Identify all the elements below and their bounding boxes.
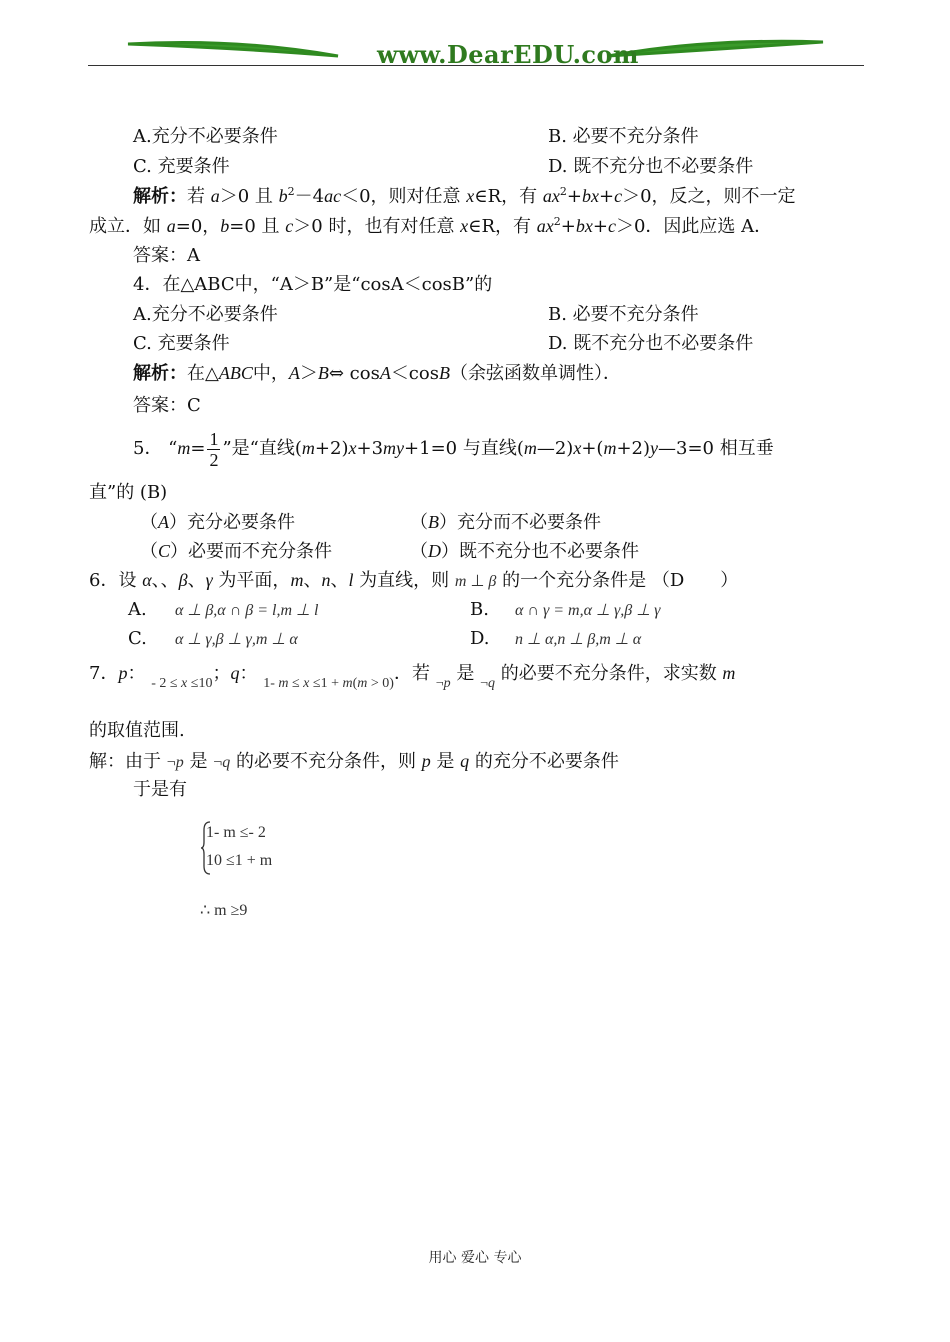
q6-option-d: n ⊥ α,n ⊥ β,m ⊥ α: [515, 631, 642, 648]
q5-option-d: （D）既不充分也不必要条件: [410, 541, 639, 562]
q4-answer: 答案：C: [133, 395, 201, 416]
q4-option-c: C. 充要条件: [133, 333, 230, 354]
header-banner: [88, 30, 864, 70]
q3-option-d: D. 既不充分也不必要条件: [548, 156, 754, 177]
q6-option-a: α ⊥ β,α ∩ β = l,m ⊥ l: [175, 602, 319, 619]
q7-stem-line2: 的取值范围.: [89, 720, 185, 741]
q7-solution-then: 于是有: [133, 779, 187, 800]
q6-option-b-label: B.: [470, 599, 489, 620]
q3-analysis-line1: 解析：若 a＞0 且 $b^2-4ac<0$，则对任意 x∈R，有 $ax^2+bx+c>0$，反之，则不一定: [133, 185, 796, 207]
q4-option-d: D. 既不充分也不必要条件: [548, 333, 754, 354]
q3-option-b: B. 必要不充分条件: [548, 126, 699, 147]
q7-stem-line1: 7．p： $_{- 2 \le x \le 10}$；q： $_{1- m \le x \le 1 + m(m > 0)}$．若 $_{\neg p}$ 是 $_{\neg q}$ 的必要不充分条件，求实数 m: [89, 663, 736, 691]
q7-system-eq2: 10 ≤1 + m: [206, 852, 273, 869]
fraction-one-half: $\frac{1}{2}$: [209, 428, 219, 470]
q5-option-c: （C）必要而不充分条件: [140, 541, 333, 562]
q3-answer: 答案：A: [133, 245, 200, 266]
q7-system-eq1: 1- m ≤- 2: [206, 824, 266, 841]
q5-option-a: （A）充分必要条件: [140, 512, 295, 533]
q5-stem-line1: 5． “m= $\frac{1}{2}$ ”是“直线(m+2)x+3my+1=0 与直线(m—2)x+(m+2)y—3=0 相互垂: [133, 428, 774, 470]
q6-option-d-label: D.: [470, 628, 490, 649]
q5-stem-line2: 直”的 (B): [89, 482, 168, 503]
q4-option-a: A.充分不必要条件: [133, 304, 278, 325]
q4-analysis: 解析：在△ABC中，A＞B⇔ cosA＜cosB（余弦函数单调性）．: [133, 363, 621, 384]
q6-option-a-label: A.: [128, 599, 147, 620]
q3-option-c: C. 充要条件: [133, 156, 230, 177]
q6-option-c-label: C.: [128, 628, 147, 649]
q6-option-c: α ⊥ γ,β ⊥ γ,m ⊥ α: [175, 631, 298, 648]
q4-option-b: B. 必要不充分条件: [548, 304, 699, 325]
site-name: www.DearEDU.com: [377, 40, 639, 69]
q6-stem: 6．设 α、、β、γ 为平面，m、n、l 为直线，则 m ⊥ β 的一个充分条件是 （D ）: [89, 570, 739, 591]
q6-option-b: α ∩ γ = m,α ⊥ γ,β ⊥ γ: [515, 602, 661, 619]
q5-option-b: （B）充分而不必要条件: [410, 512, 601, 533]
header-rule: [88, 65, 864, 66]
q7-result: ∴ m ≥9: [200, 902, 248, 919]
q7-solution-line1: 解：由于 ¬p 是 ¬q 的必要不充分条件，则 p 是 q 的充分不必要条件: [89, 751, 619, 772]
q3-option-a: A.充分不必要条件: [133, 126, 278, 147]
footer-slogan: 用心 爱心 专心: [428, 1250, 522, 1266]
q3-analysis-line2: 成立．如 a=0，b=0 且 c＞0 时，也有对任意 x∈R，有 $ax^2+bx+c>0$．因此应选 A．: [89, 215, 773, 237]
analysis-label: 解析: [133, 186, 169, 207]
q4-stem: 4．在△ABC中，“A＞B”是“cosA＜cosB”的: [133, 274, 493, 295]
